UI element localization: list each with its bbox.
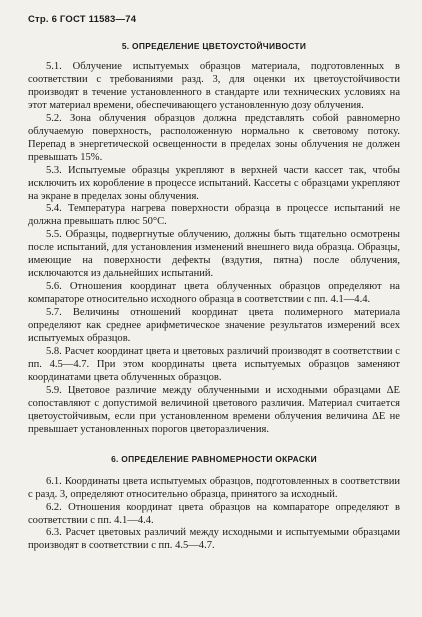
- paragraph-5-8: 5.8. Расчет координат цвета и цветовых различий производят в соответствии с пп. 4.5—4.7. При этом координаты цвета испытуемых образцов заменяют координатами цвета облученных образцов.: [28, 345, 400, 383]
- paragraph-5-5: 5.5. Образцы, подвергнутые облучению, должны быть тщательно осмотрены после испытаний, для установления изменений внешнего вида образца. Образцы, имеющие на поверхности дефекты (вздутия, пятна) после облучения, исключаются из дальнейших испытаний.: [28, 229, 400, 280]
- paragraph-5-4: 5.4. Температура нагрева поверхности образца в процессе испытаний не должна превышать плюс 50°С.: [28, 203, 400, 228]
- section-heading: 5. ОПРЕДЕЛЕНИЕ ЦВЕТОУСТОЙЧИВОСТИ: [121, 41, 307, 51]
- paragraph-5-9: 5.9. Цветовое различие между облученными и исходными образцами ΔE сопоставляют с допустимой величиной цветового различия. Материал считается цветоустойчивым, если при установленном времени облучения величина ΔE не превышает установленных порогов цветоразличения.: [28, 384, 400, 435]
- section-color-uniformity: [28, 454, 400, 554]
- paragraph-6-1: 6.1. Координаты цвета испытуемых образцов, подготовленных в соответствии с разд. 3, определяют относительно образца, принятого за исходный.: [28, 475, 400, 500]
- paragraph-5-1: 5.1. Облучение испытуемых образцов материала, подготовленных в соответствии с требованиями разд. 3, для оценки их цветоустойчивости производят в течение установленного в стандарте или технических условиях на этот материал времени, обеспечивающего установленную дозу облучения.: [28, 61, 400, 111]
- paragraph-5-2: 5.2. Зона облучения образцов должна представлять собой равномерно облучаемую поверхность, расположенную нормально к световому потоку. Перепад в энергетической освещенности в пределах зоны облучения не должен превышать 15%.: [28, 112, 400, 163]
- section-heading: 6. ОПРЕДЕЛЕНИЕ РАВНОМЕРНОСТИ ОКРАСКИ: [111, 453, 317, 464]
- section-color-fastness: [28, 41, 400, 437]
- paragraph-5-6: 5.6. Отношения координат цвета облученных образцов определяют на компараторе относительно исходного образца в соответствии с пп. 4.1—4.4.: [28, 281, 400, 306]
- paragraph-6-3: 6.3. Расчет цветовых различий между исходными и испытуемыми образцами производят в соответствии с пп. 4.5—4.7.: [28, 527, 400, 552]
- page-header: Стр. 6 ГОСТ 11583—74: [28, 14, 137, 25]
- paragraph-6-2: 6.2. Отношения координат цвета образцов на компараторе определяют в соответствии с пп. 4.1—4.4.: [28, 501, 400, 526]
- paragraph-5-7: 5.7. Величины отношений координат цвета полимерного материала определяют как среднее арифметическое значение результатов измерений всех испытуемых образцов.: [28, 307, 400, 345]
- paragraph-5-3: 5.3. Испытуемые образцы укрепляют в верхней части кассет так, чтобы исключить их коробление в процессе испытаний. Кассеты с образцами укрепляют на экране в пределах зоны облучения.: [28, 164, 400, 202]
